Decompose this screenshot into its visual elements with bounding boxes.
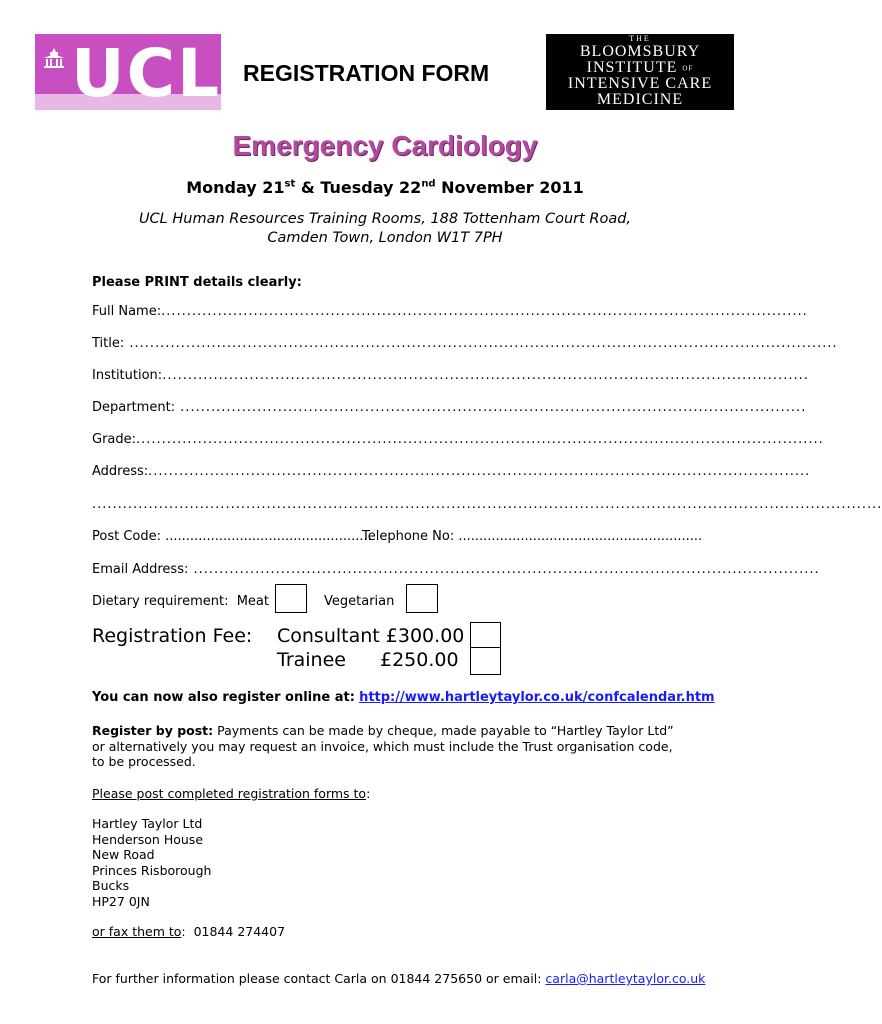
trainee-label: Trainee [277,649,346,671]
trainee-fee-row [277,649,459,671]
consultant-checkbox[interactable] [470,622,501,649]
registration-fee-label: Registration Fee: [92,625,253,647]
event-title: Emergency Cardiology [232,130,538,161]
date-part1: Monday 21 [186,178,285,197]
telephone-label: Telephone No: [362,529,455,544]
footer-email-link[interactable]: carla@hartleytaylor.co.uk [545,971,706,986]
institution-label: Institution: [92,368,163,383]
telephone-field[interactable]: Telephone No: ........................................................... [362,529,703,544]
address-line: Hartley Taylor Ltd [92,816,203,831]
post-to-line: Please post completed registration forms to: [92,786,371,801]
address-field[interactable]: Address:................................................................................................................................. [92,464,811,479]
bloomsbury-line2-row [546,60,734,76]
email-field[interactable]: Email Address: .......................................................................................................................... [92,562,820,577]
fax-number: 01844 274407 [193,924,286,939]
address-line2-field[interactable]: .......................................................................................................................................................... [92,497,882,512]
bloomsbury-line3: INTENSIVE CARE [567,75,713,93]
vegetarian-label: Vegetarian [324,594,395,609]
footer-contact [92,971,705,986]
online-registration-link[interactable]: http://www.hartleytaylor.co.uk/confcalendar.htm [359,690,715,705]
grade-label: Grade: [92,432,137,447]
vegetarian-checkbox[interactable] [406,584,438,613]
institution-field[interactable]: Institution:.............................................................................................................................. [92,368,809,383]
online-label: You can now also register online at: [92,690,355,705]
venue-line2: Camden Town, London W1T 7PH [267,230,503,246]
grade-field[interactable]: Grade:...................................................................................................................................... [92,432,824,447]
post-code-field[interactable]: Post Code: .................................................. [92,529,372,544]
address-line: Bucks [92,878,130,893]
form-title: REGISTRATION FORM [243,60,490,86]
email-label: Email Address: [92,562,189,577]
department-label: Department: [92,400,176,415]
address-label: Address: [92,464,149,479]
bloomsbury-logo [546,34,734,110]
date-sup1: st [284,178,296,190]
event-dates [0,178,770,197]
consultant-amount: £300.00 [385,625,465,647]
full-name-field[interactable]: Full Name:.............................................................................................................................. [92,304,808,319]
bloomsbury-the: THE [629,34,651,43]
print-instructions: Please PRINT details clearly: [92,275,302,290]
bloomsbury-line2: INSTITUTE [586,59,678,76]
dietary-label: Dietary requirement: [92,594,229,609]
full-name-label: Full Name: [92,304,162,319]
ucl-logo [35,34,221,110]
address-line: Princes Risborough [92,863,212,878]
consultant-label: Consultant [277,625,380,647]
date-sup2: nd [421,178,436,190]
footer-text: For further information please contact Carla on 01844 275650 or email: [92,971,546,986]
address-line: New Road [92,847,155,862]
post-to-label: Please post completed registration forms to [92,786,367,801]
address-line: Henderson House [92,832,204,847]
post-code-label: Post Code: [92,529,161,544]
address-line: HP27 0JN [92,894,150,909]
fax-line: or fax them to: 01844 274407 [92,924,286,939]
post-text: Payments can be made by cheque, made payable to “Hartley Taylor Ltd” or alternatively you may request an invoice, which must include the Trust organisation code, to be processed. [92,723,674,769]
consultant-fee-row [277,625,464,647]
trainee-amount: £250.00 [380,649,459,671]
title-label: Title: [92,336,125,351]
post-registration [92,723,682,770]
title-field[interactable]: Title: .......................................................................................................................................... [92,336,838,351]
date-part2: & Tuesday 22 [295,178,422,197]
department-field[interactable]: Department: .......................................................................................................................... [92,400,807,415]
post-label: Register by post: [92,723,214,738]
bloomsbury-of: OF [682,64,694,73]
bloomsbury-line1: BLOOMSBURY [579,43,701,60]
meat-checkbox[interactable] [275,584,307,613]
online-registration [92,690,715,705]
portico-icon [42,46,66,70]
ucl-logo-text: UCL [71,35,222,112]
meat-label: Meat [236,594,269,609]
bloomsbury-line4: MEDICINE [596,91,684,109]
venue-line1: UCL Human Resources Training Rooms, 188 Tottenham Court Road, [138,211,632,227]
trainee-checkbox[interactable] [470,647,501,675]
date-part3: November 2011 [435,178,584,197]
fax-label: or fax them to [92,924,182,939]
dietary-row [92,594,269,609]
venue [0,210,770,248]
